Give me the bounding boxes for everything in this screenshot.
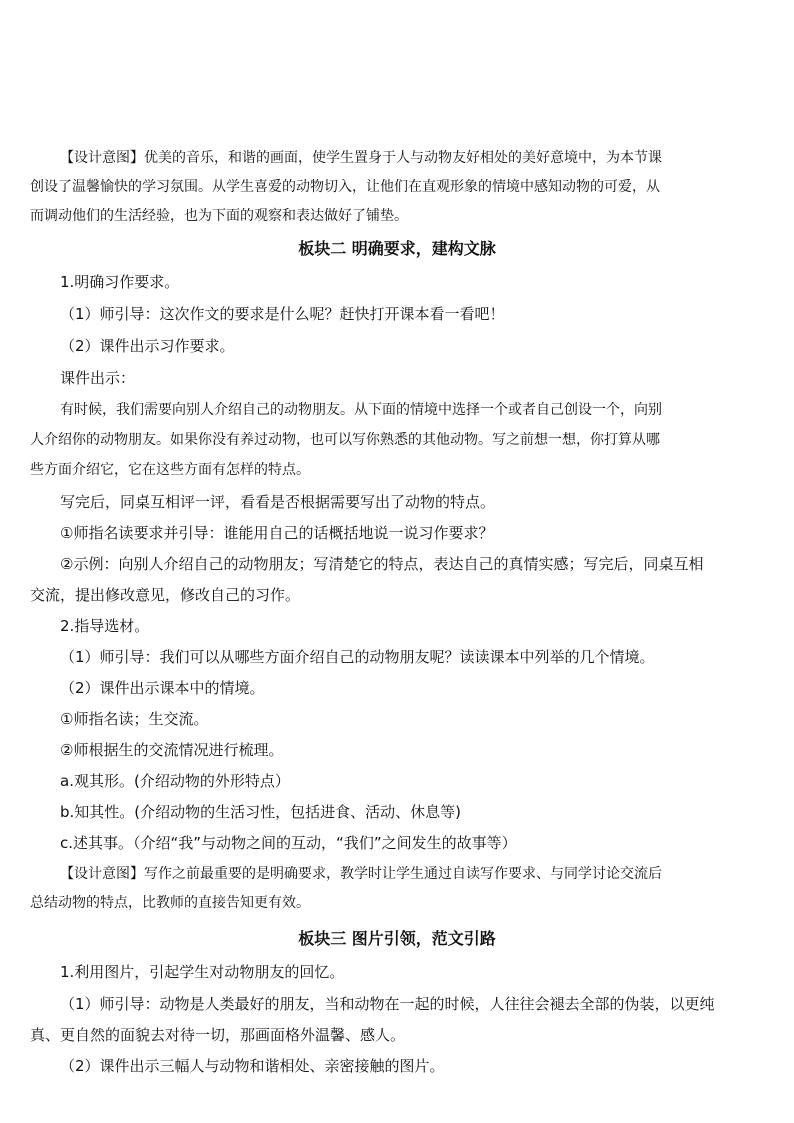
design-intent-1-line-1: 【设计意图】优美的音乐，和谐的画面，使学生置身于人与动物友好相处的美好意境中，为本节课 <box>60 150 662 166</box>
design-intent-2-line-1: 【设计意图】写作之前最重要的是明确要求，教学时让学生通过自读写作要求、与同学讨论交流后 <box>60 866 662 882</box>
example-line-1: ②示例：向别人介绍自己的动物朋友；写清楚它的特点，表达自己的真情实感；写完后，同桌互相 <box>60 555 704 573</box>
item-2-circle-2: ②师根据生的交流情况进行梳理。 <box>60 741 284 759</box>
item-3-step-1-line-2: 真、更自然的面貌去对待一切，那画面格外温馨、感人。 <box>30 1026 406 1044</box>
section-heading-2: 板块二 明确要求，建构文脉 <box>298 239 496 258</box>
courseware-text-line-2: 人介绍你的动物朋友。如果你没有养过动物，也可以写你熟悉的其他动物。写之前想一想，你打算从哪 <box>30 432 660 448</box>
item-1-title: 1.明确习作要求。 <box>60 273 180 291</box>
item-2-step-2: （2）课件出示课本中的情境。 <box>60 679 265 697</box>
item-2-circle-1: ①师指名读；生交流。 <box>60 710 209 728</box>
peer-review-line: 写完后，同桌互相评一评，看看是否根据需要写出了动物的特点。 <box>60 493 496 511</box>
sub-item-b: b.知其性。(介绍动物的生活习性，包括进食、活动、休息等) <box>60 803 461 821</box>
courseware-text-line-1: 有时候，我们需要向别人介绍自己的动物朋友。从下面的情境中选择一个或者自己创设一个，向别 <box>60 402 662 418</box>
section-heading-3: 板块三 图片引领，范文引路 <box>298 929 496 948</box>
item-1-step-1: （1）师引导：这次作文的要求是什么呢？赶快打开课本看一看吧！ <box>60 305 505 323</box>
courseware-text-line-3: 些方面介绍它，它在这些方面有怎样的特点。 <box>30 462 310 478</box>
item-3-title: 1.利用图片，引起学生对动物朋友的回忆。 <box>60 963 345 981</box>
design-intent-1-line-3: 而调动他们的生活经验，也为下面的观察和表达做好了铺垫。 <box>30 208 408 224</box>
courseware-label: 课件出示： <box>60 369 136 387</box>
item-3-step-1-line-1: （1）师引导：动物是人类最好的朋友，当和动物在一起的时候，人往往会褪去全部的伪装，以更纯 <box>60 995 715 1013</box>
item-1-step-2: （2）课件出示习作要求。 <box>60 337 235 355</box>
design-intent-2-line-2: 总结动物的特点，比教师的直接告知更有效。 <box>30 895 310 911</box>
item-2-step-1: （1）师引导：我们可以从哪些方面介绍自己的动物朋友呢？读读课本中列举的几个情境。 <box>60 648 655 666</box>
sub-item-c: c.述其事。（介绍“我”与动物之间的互动，“我们”之间发生的故事等） <box>60 834 517 852</box>
example-line-2: 交流，提出修改意见，修改自己的习作。 <box>30 586 301 604</box>
sub-item-a: a.观其形。(介绍动物的外形特点） <box>60 772 290 790</box>
item-3-step-2: （2）课件出示三幅人与动物和谐相处、亲密接触的图片。 <box>60 1057 445 1075</box>
item-2-title: 2.指导选材。 <box>60 617 150 635</box>
design-intent-1-line-2: 创设了温馨愉快的学习氛围。从学生喜爱的动物切入，让他们在直观形象的情境中感知动物的可爱，从 <box>30 179 660 195</box>
step-circle-1: ①师指名读要求并引导：谁能用自己的话概括地说一说习作要求？ <box>60 524 494 542</box>
